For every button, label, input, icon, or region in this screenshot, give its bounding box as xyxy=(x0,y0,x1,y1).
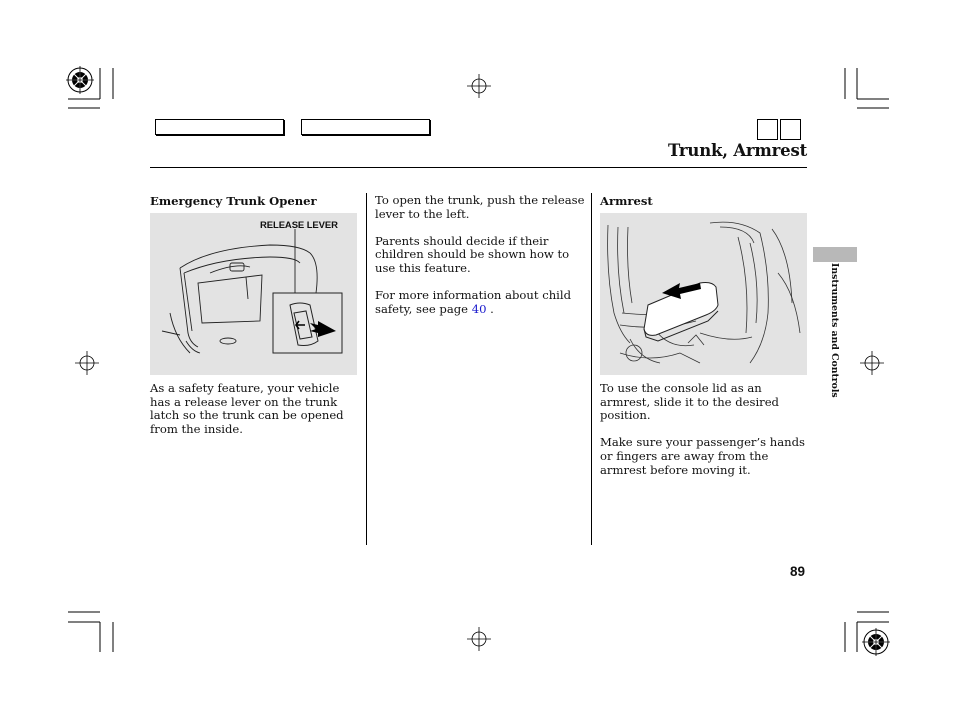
paragraph: Make sure your passenger’s hands or fingers are away from the armrest before moving it. xyxy=(600,435,806,477)
section-label: Instruments and Controls xyxy=(829,263,840,398)
trunk-opener-illustration xyxy=(150,213,357,375)
nav-main-menu-button[interactable] xyxy=(155,119,284,135)
paragraph-text: For more information about child safety, see page xyxy=(375,288,571,316)
crosshair-icon xyxy=(75,351,99,375)
registration-target-icon xyxy=(66,66,94,94)
armrest-description xyxy=(600,382,815,491)
paragraph: To open the trunk, push the release lever to the left. xyxy=(375,193,585,221)
page-link[interactable]: 40 xyxy=(471,301,487,316)
crosshair-icon xyxy=(467,627,491,651)
chapter-tab-box[interactable] xyxy=(757,119,778,140)
header-rule xyxy=(150,167,807,168)
paragraph: As a safety feature, your vehicle has a release lever on the trunk latch so the trunk can be opened from the inside. xyxy=(150,381,344,436)
crosshair-icon xyxy=(860,351,884,375)
registration-target-icon xyxy=(862,628,890,656)
armrest-drawing xyxy=(600,213,807,375)
trunk-opener-description xyxy=(150,382,358,450)
paragraph: Parents should decide if their children should be shown how to use this feature. xyxy=(375,233,570,275)
nav-index-button[interactable] xyxy=(301,119,430,135)
section-thumb-tab[interactable] xyxy=(813,247,857,262)
figure-label-release-lever: RELEASE LEVER xyxy=(260,220,338,231)
column-divider xyxy=(591,193,592,545)
page-title: Trunk, Armrest xyxy=(668,141,807,160)
paragraph: To use the console lid as an armrest, slide it to the desired position. xyxy=(600,381,779,423)
armrest-illustration xyxy=(600,213,807,375)
paragraph-text: . xyxy=(486,301,494,316)
paragraph xyxy=(375,289,585,316)
section-heading-trunk-opener: Emergency Trunk Opener xyxy=(150,194,317,208)
crosshair-icon xyxy=(467,74,491,98)
column-divider xyxy=(366,193,367,545)
trunk-instructions xyxy=(375,194,585,330)
section-heading-armrest: Armrest xyxy=(600,194,653,208)
page-number: 89 xyxy=(790,564,806,579)
chapter-tab-box[interactable] xyxy=(780,119,801,140)
trunk-drawing xyxy=(150,213,357,375)
